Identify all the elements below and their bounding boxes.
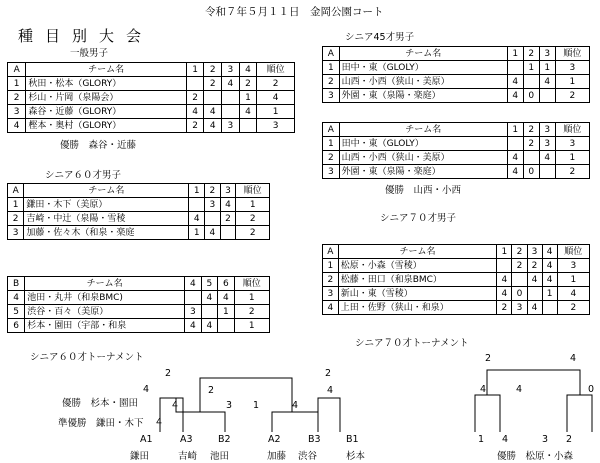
table-row-cell: 4: [542, 273, 557, 287]
table-header-cell: 4: [542, 245, 557, 259]
table-header-cell: 順位: [555, 47, 589, 61]
table-row-cell: 4: [204, 105, 222, 119]
table-row-cell: 上田・佐野（狭山・和泉）: [338, 301, 497, 315]
s70-score: 4: [480, 384, 487, 395]
table-row-cell: 4: [189, 212, 205, 226]
s70-final: [487, 370, 580, 395]
s60-player-name: 加藤: [267, 451, 287, 462]
table-row-cell: 0: [512, 287, 527, 301]
table-row-cell: 1: [218, 305, 235, 319]
s60-seed-label: B1: [346, 434, 359, 445]
table-header-cell: A: [323, 47, 340, 61]
s60-match-b3-b1: [292, 398, 340, 432]
table-row-cell: 杉山・片岡（泉陽会）: [26, 91, 187, 105]
s60-seed-label: A2: [268, 434, 281, 445]
page-title: 種目別大会: [18, 27, 154, 45]
table-row-cell: 2: [220, 212, 236, 226]
table-row-cell: 2: [186, 119, 204, 133]
table-row-cell: 1: [257, 105, 295, 119]
table-header-cell: 順位: [234, 277, 269, 291]
table-row-cell: 松原・小森（雪稜）: [338, 259, 497, 273]
s60-player-name: 鎌田: [130, 451, 150, 462]
table-row-cell: 外園・東（泉陽・楽庭）: [339, 89, 507, 103]
table-row-cell: 2: [557, 301, 589, 315]
s60-score: 4: [172, 400, 179, 411]
table-row-cell: 4: [222, 77, 240, 91]
table-row-cell: 5: [8, 305, 25, 319]
table-row-cell: 4: [539, 75, 555, 89]
table-row-cell: 4: [507, 75, 523, 89]
table-row-cell: 1: [8, 77, 26, 91]
table-row-cell: 1: [323, 137, 340, 151]
table-row-cell: 4: [497, 273, 512, 287]
table-header-cell: 4: [239, 63, 257, 77]
table-row-cell: 4: [507, 151, 523, 165]
s60-runner-up: 準優勝 鎌田・木下: [58, 418, 144, 429]
table-row-cell: 4: [186, 105, 204, 119]
s60-score: 4: [292, 400, 299, 411]
table-row-cell: 松藤・田口（和泉BMC）: [338, 273, 497, 287]
table-row-cell: 2: [512, 259, 527, 273]
table-header-cell: 1: [507, 123, 523, 137]
table-row-cell: 山西・小西（狭山・美原）: [339, 151, 507, 165]
table-header-cell: 2: [512, 245, 527, 259]
table-row-cell: 渋谷・百々（美原）: [25, 305, 185, 319]
table-row-cell: 3: [8, 105, 26, 119]
table-row-cell: 4: [527, 301, 542, 315]
table-header-cell: 1: [497, 245, 512, 259]
table-header-cell: 順位: [555, 123, 589, 137]
table-row-cell: 2: [8, 91, 26, 105]
s60-title: シニア６０才男子: [45, 170, 122, 181]
table-header-cell: 1: [186, 63, 204, 77]
table-header-cell: チーム名: [26, 63, 187, 77]
s60-seed-label: A1: [140, 434, 153, 445]
s60-score: 1: [253, 400, 260, 411]
table-row-cell: 山西・小西（狭山・美原）: [339, 75, 507, 89]
table-row-cell: 樫本・奥村（GLORY）: [26, 119, 187, 133]
s60-seed-label: B3: [308, 434, 321, 445]
table-row-cell: 4: [239, 105, 257, 119]
table-row-cell: 4: [185, 319, 202, 333]
table-row-cell: 4: [507, 165, 523, 179]
table-header-cell: 2: [205, 184, 221, 198]
table-row-cell: 4: [8, 291, 25, 305]
table-header-cell: A: [8, 184, 24, 198]
table-row-cell: 3: [257, 119, 295, 133]
table-row-cell: 4: [204, 119, 222, 133]
table-row-cell: 2: [555, 165, 589, 179]
table-row-cell: 3: [555, 61, 589, 75]
table-row-cell: 2: [497, 301, 512, 315]
table-row-cell: 1: [557, 273, 589, 287]
table-row-cell: 1: [555, 75, 589, 89]
table-header-cell: A: [323, 123, 340, 137]
s60-winner: 優勝 杉本・園田: [62, 398, 139, 409]
table-row-cell: 3: [557, 259, 589, 273]
s60-score: 3: [226, 400, 233, 411]
table-row-cell: 2: [186, 91, 204, 105]
table-row-cell: 2: [239, 77, 257, 91]
s60-match-a2: [272, 412, 292, 432]
men-title: 一般男子: [70, 48, 109, 59]
table-row-cell: 田中・東（GLOLY）: [339, 137, 507, 151]
table-row-cell: 2: [257, 77, 295, 91]
table-header-cell: 3: [527, 245, 542, 259]
date-venue: 令和７年５月１１日 金岡公園コート: [205, 6, 384, 18]
table-row-cell: 1: [239, 91, 257, 105]
table-row-cell: 4: [201, 291, 218, 305]
s60-score: 2: [208, 385, 215, 396]
s70-score: 0: [588, 384, 595, 395]
table-row-cell: 1: [323, 259, 339, 273]
table-row-cell: 池田・丸井（和泉BMC): [25, 291, 185, 305]
table-header-cell: チーム名: [25, 277, 185, 291]
table-header-cell: 2: [204, 63, 222, 77]
table-row-cell: 2: [323, 151, 340, 165]
s70-seed-number: 3: [542, 434, 549, 445]
table-row-cell: 4: [542, 259, 557, 273]
s70-winner: 優勝 松原・小森: [497, 451, 574, 462]
table-row-cell: 3: [323, 165, 340, 179]
table-row-cell: 2: [234, 305, 269, 319]
s60-score: 2: [325, 368, 332, 379]
table-row-cell: 2: [236, 226, 270, 240]
table-row-cell: 3: [323, 89, 340, 103]
table-row-cell: 1: [234, 291, 269, 305]
table-header-cell: チーム名: [338, 245, 497, 259]
table-row-cell: 1: [236, 198, 270, 212]
table-row-cell: 1: [542, 287, 557, 301]
s60-seed-label: A3: [180, 434, 193, 445]
s60-score: 4: [156, 417, 163, 428]
table-header-cell: A: [8, 63, 26, 77]
table-row-cell: 2: [555, 89, 589, 103]
table-header-cell: 3: [222, 63, 240, 77]
s60-tournament-title: シニア６０才トーナメント: [30, 352, 144, 363]
table-row-cell: 1: [555, 151, 589, 165]
table-row-cell: 4: [8, 119, 26, 133]
table-row-cell: 4: [527, 273, 542, 287]
s45-title: シニア45才男子: [345, 32, 415, 43]
s45-winner: 優勝 山西・小西: [385, 185, 462, 196]
s60-score: 2: [165, 368, 172, 379]
table-row-cell: 4: [557, 287, 589, 301]
table-row-cell: 4: [507, 89, 523, 103]
table-row-cell: 4: [218, 291, 235, 305]
table-row-cell: 鎌田・木下（美原）: [24, 198, 189, 212]
table-row-cell: 1: [189, 226, 205, 240]
table-row-cell: 4: [201, 319, 218, 333]
s70-tournament-title: シニア７０才トーナメント: [355, 338, 469, 349]
table-row-cell: 4: [257, 91, 295, 105]
table-row-cell: 3: [512, 301, 527, 315]
s60-player-name: 渋谷: [298, 451, 318, 462]
table-row-cell: 2: [204, 77, 222, 91]
table-row-cell: 森谷・近藤（GLORY）: [26, 105, 187, 119]
table-row-cell: 1: [234, 319, 269, 333]
table-header-cell: A: [323, 245, 339, 259]
table-row-cell: 1: [323, 61, 340, 75]
table-header-cell: 1: [507, 47, 523, 61]
table-row-cell: 田中・東（GLOLY）: [339, 61, 507, 75]
table-row-cell: 1: [8, 198, 24, 212]
table-row-cell: 2: [323, 273, 339, 287]
table-row-cell: 杉本・園田（宇部・和泉: [25, 319, 185, 333]
table-row-cell: 4: [539, 151, 555, 165]
table-row-cell: 3: [222, 119, 240, 133]
table-row-cell: 2: [8, 212, 24, 226]
table-row-cell: 4: [497, 287, 512, 301]
s60-seed-label: B2: [218, 434, 231, 445]
s70-seed-number: 2: [566, 434, 573, 445]
s60-player-name: 杉本: [346, 451, 366, 462]
men-winner: 優勝 森谷・近藤: [60, 140, 137, 151]
table-row-cell: 3: [539, 137, 555, 151]
table-row-cell: 1: [539, 61, 555, 75]
table-row-cell: 3: [555, 137, 589, 151]
s60-score: 4: [327, 385, 334, 396]
s70-title: シニア７０才男子: [380, 213, 457, 224]
table-header-cell: 2: [523, 47, 539, 61]
table-header-cell: チーム名: [24, 184, 189, 198]
table-header-cell: 2: [523, 123, 539, 137]
table-header-cell: 3: [220, 184, 236, 198]
s70-match-2: [567, 395, 592, 432]
table-row-cell: 2: [236, 212, 270, 226]
table-row-cell: 6: [8, 319, 25, 333]
s70-seed-number: 4: [502, 434, 509, 445]
table-row-cell: 1: [523, 61, 539, 75]
s60-score: 4: [143, 384, 150, 395]
table-row-cell: 0: [523, 89, 539, 103]
s60-player-name: 吉崎: [178, 451, 198, 462]
table-header-cell: 順位: [236, 184, 270, 198]
table-row-cell: 3: [323, 287, 339, 301]
table-header-cell: B: [8, 277, 25, 291]
table-header-cell: 1: [189, 184, 205, 198]
table-row-cell: 3: [205, 198, 221, 212]
table-row-cell: 新山・東（雪稜）: [338, 287, 497, 301]
table-header-cell: 順位: [557, 245, 589, 259]
table-row-cell: 4: [205, 226, 221, 240]
table-row-cell: 加藤・佐々木（和泉・楽庭: [24, 226, 189, 240]
table-row-cell: 秋田・松本（GLORY）: [26, 77, 187, 91]
table-row-cell: 0: [523, 165, 539, 179]
table-row-cell: 4: [323, 301, 339, 315]
s70-match-1: [475, 395, 500, 432]
table-header-cell: 6: [218, 277, 235, 291]
table-row-cell: 4: [220, 198, 236, 212]
table-header-cell: 4: [185, 277, 202, 291]
table-header-cell: 5: [201, 277, 218, 291]
table-row-cell: 3: [8, 226, 24, 240]
table-row-cell: 2: [527, 259, 542, 273]
s70-score: 2: [485, 353, 492, 364]
table-header-cell: チーム名: [339, 47, 507, 61]
table-header-cell: 3: [539, 123, 555, 137]
table-row-cell: 3: [185, 305, 202, 319]
table-header-cell: チーム名: [339, 123, 507, 137]
table-header-cell: 3: [539, 47, 555, 61]
s60-player-name: 池田: [210, 451, 230, 462]
table-row-cell: 外園・東（泉陽・楽庭）: [339, 165, 507, 179]
s70-seed-number: 1: [478, 434, 485, 445]
table-header-cell: 順位: [257, 63, 295, 77]
table-row-cell: 2: [323, 75, 340, 89]
table-row-cell: 2: [523, 137, 539, 151]
table-row-cell: 吉崎・中辻（泉陽・雪稜: [24, 212, 189, 226]
s70-score: 4: [570, 353, 577, 364]
s70-score: 4: [516, 384, 523, 395]
